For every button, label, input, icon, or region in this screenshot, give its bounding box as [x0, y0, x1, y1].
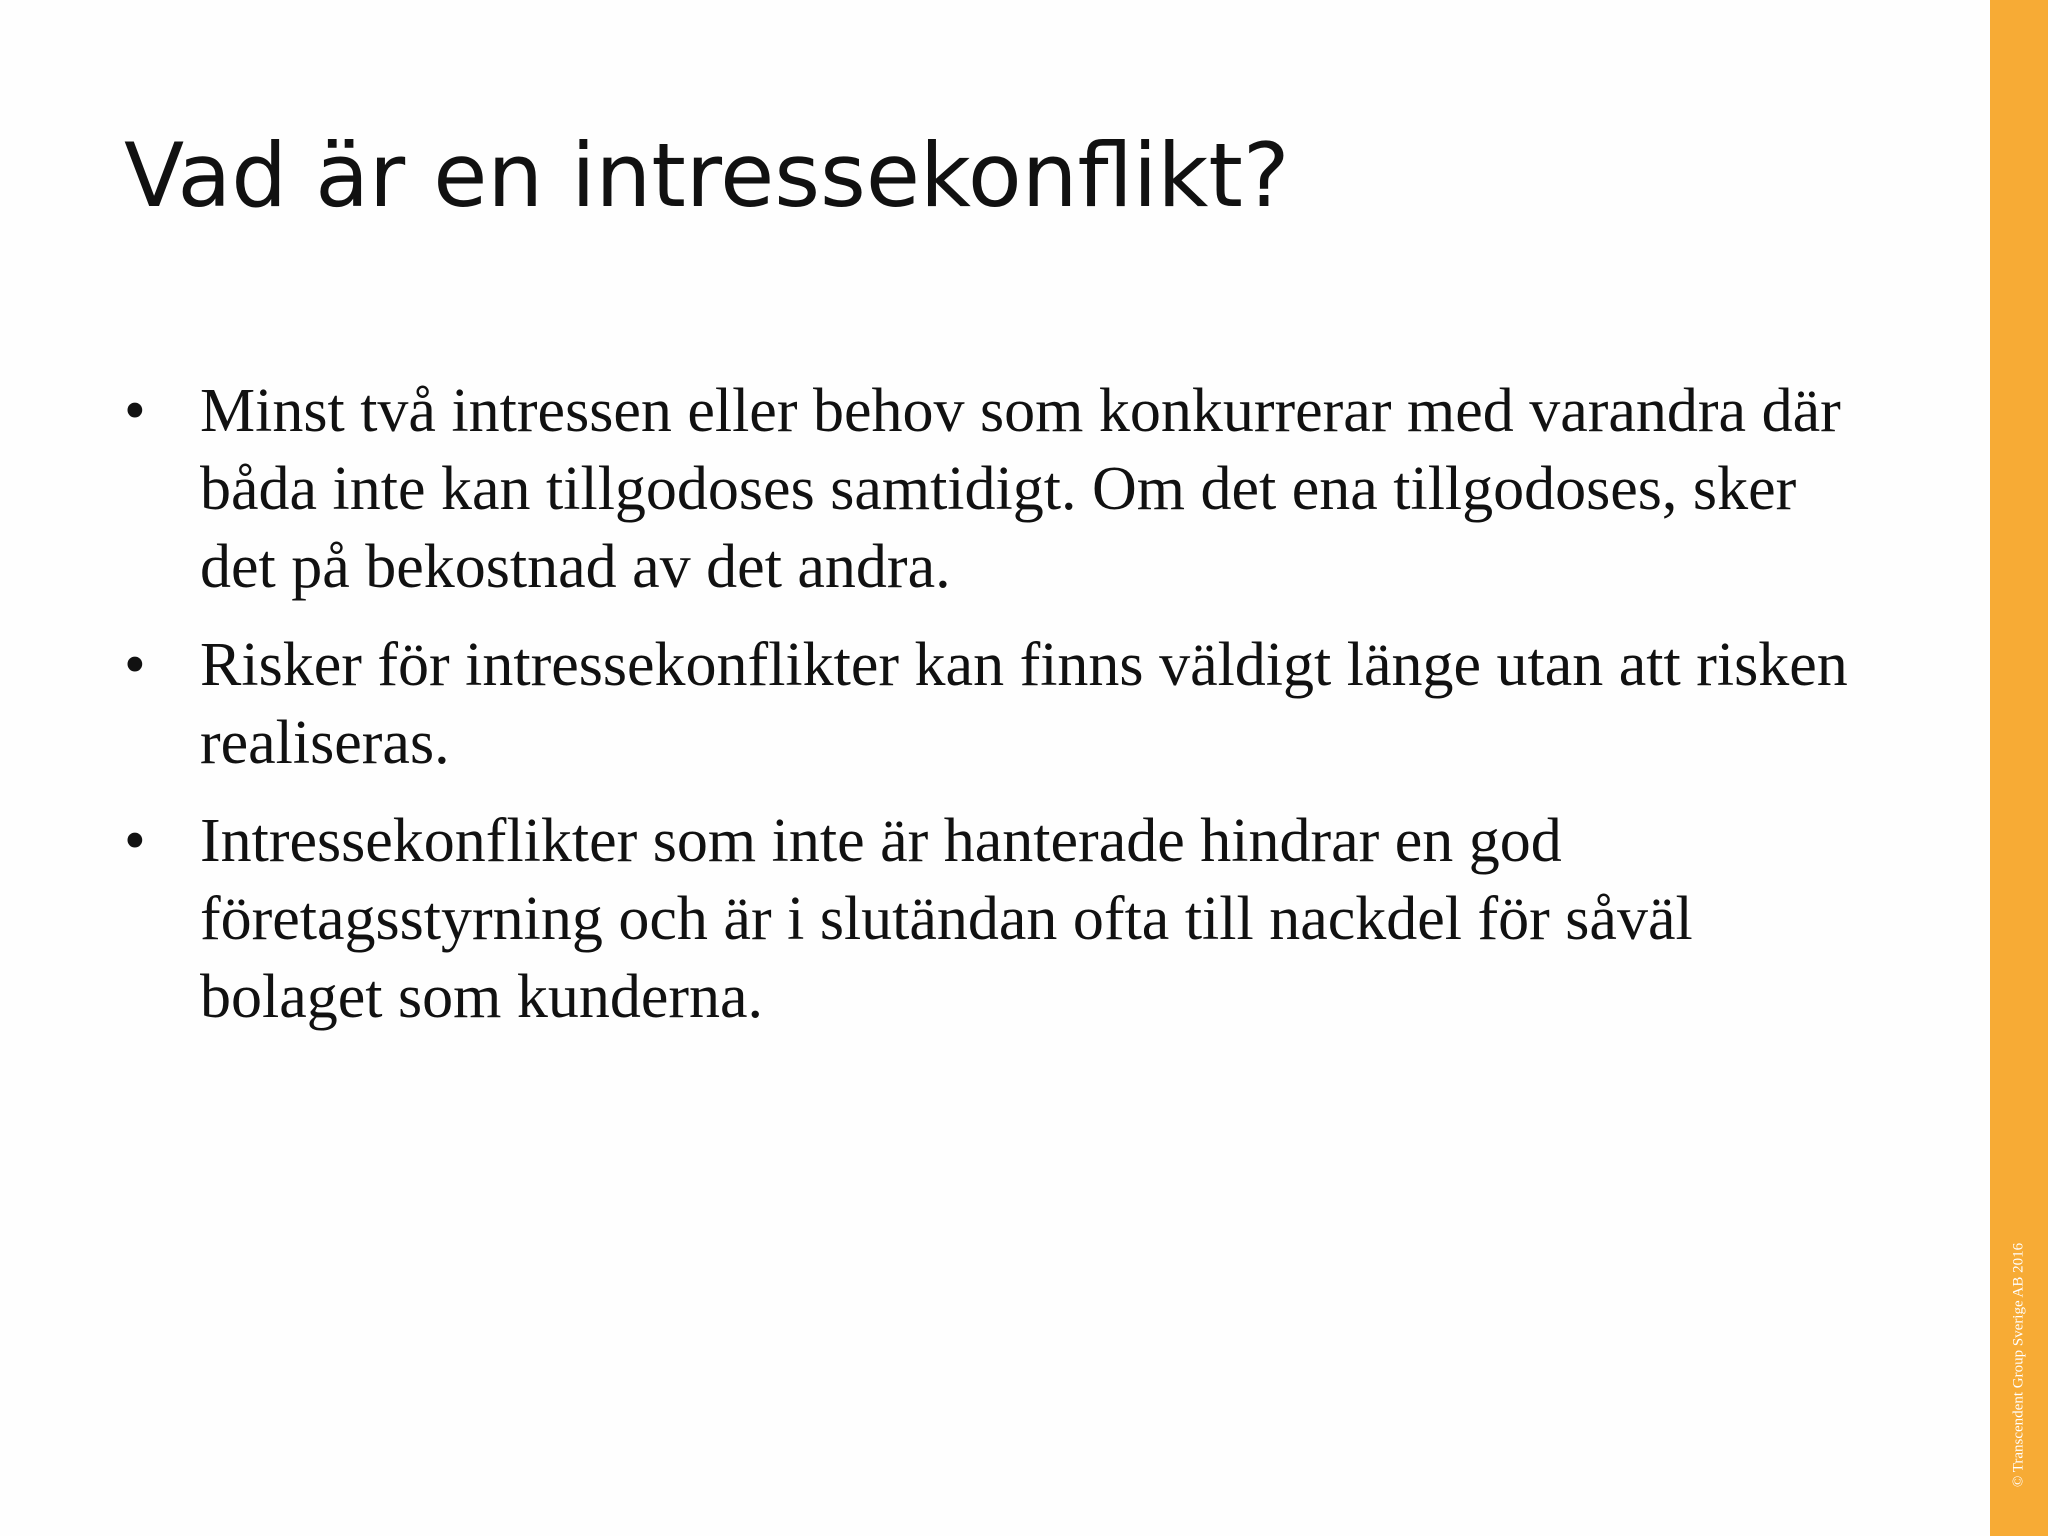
bullet-dot-icon: • — [124, 377, 146, 445]
bullet-item — [124, 802, 1884, 1036]
bullet-text: Risker för intressekonflikter kan finns väldigt länge utan att risken realiseras. — [200, 631, 1848, 777]
bullet-item — [124, 372, 1884, 606]
bullet-text: Minst två intressen eller behov som konkurrerar med varandra där båda inte kan tillgodoses samtidigt. Om det ena tillgodoses, sker det på bekostnad av det andra. — [200, 377, 1841, 601]
bullet-text: Intressekonflikter som inte är hanterade hindrar en god företagsstyrning och är i slutändan ofta till nackdel för såväl bolaget som kunderna. — [200, 807, 1693, 1031]
bullet-dot-icon: • — [124, 631, 146, 699]
copyright-notice: © Transcendent Group Sverige AB 2016 — [2010, 1242, 2027, 1488]
bullet-list — [124, 372, 1884, 1056]
slide-title: Vad är en intressekonflikt? — [124, 124, 1290, 227]
bullet-item — [124, 626, 1884, 782]
bullet-dot-icon: • — [124, 807, 146, 875]
